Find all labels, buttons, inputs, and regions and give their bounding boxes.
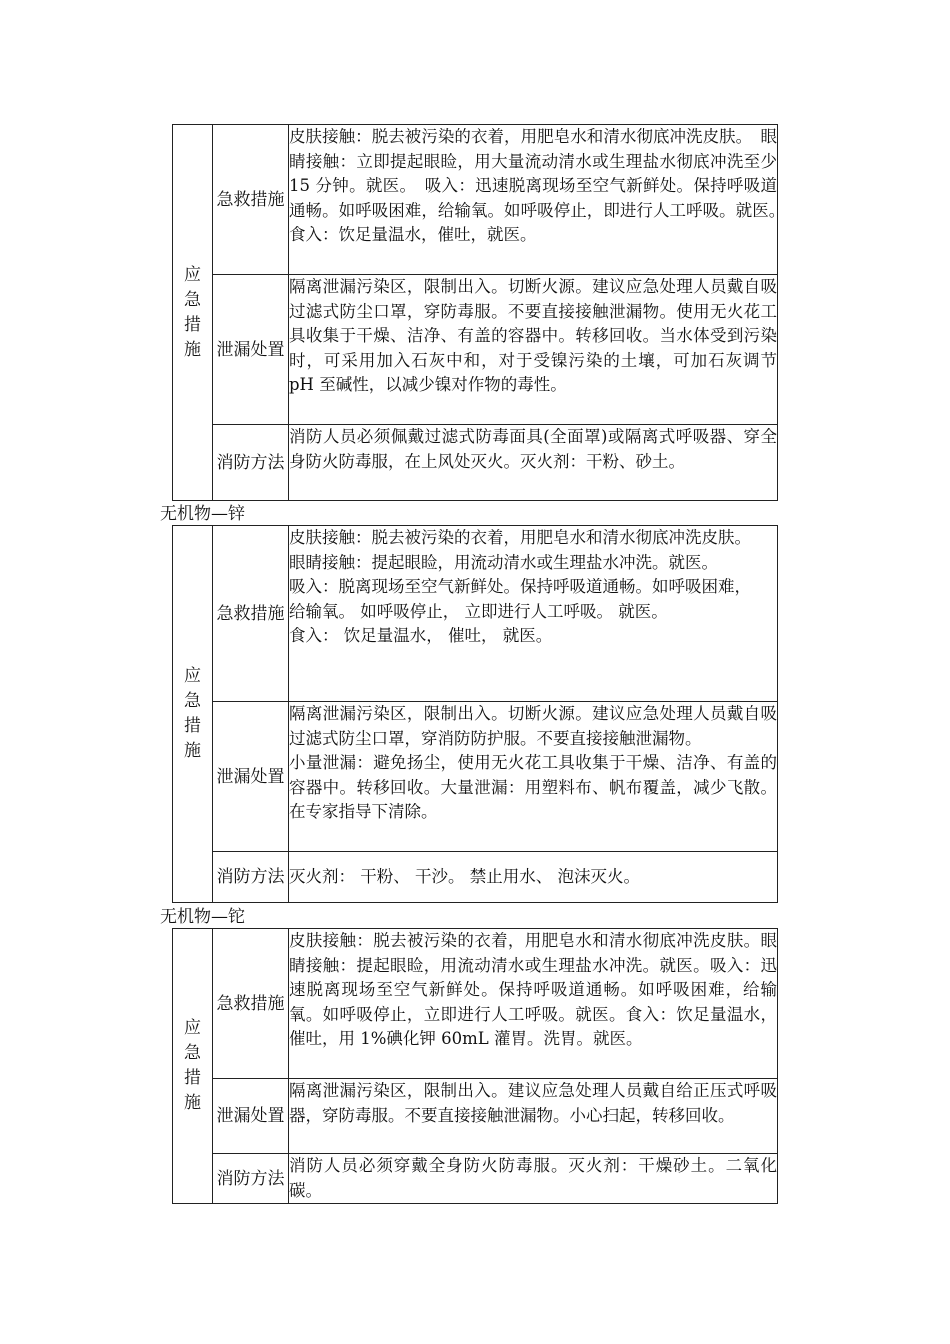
row-text-fire: 消防人员必须佩戴过滤式防毒面具(全面罩)或隔离式呼吸器、穿全身防火防毒服，在上风处灭火。灭火剂：干粉、砂土。 — [289, 425, 778, 501]
row-text-first-aid: 皮肤接触：脱去被污染的衣着，用肥皂水和清水彻底冲洗皮肤。 眼睛接触：提起眼睑，用流动清水或生理盐水冲洗。就医。 吸入：脱离现场至空气新鲜处。保持呼吸道通畅。如呼吸困难， 给输氧。 如呼吸停止， 立即进行人工呼吸。 就医。 食入： 饮足量温水， 催吐， 就医。 — [289, 526, 778, 702]
row-text-leak: 隔离泄漏污染区，限制出入。建议应急处理人员戴自给正压式呼吸器，穿防毒服。不要直接接触泄漏物。小心扫起，转移回收。 — [289, 1079, 778, 1154]
section-caption: 无机物—锌 — [160, 504, 245, 524]
row-text-first-aid: 皮肤接触：脱去被污染的衣着，用肥皂水和清水彻底冲洗皮肤。眼睛接触：提起眼睑，用流动清水或生理盐水冲洗。就医。吸入：迅速脱离现场至空气新鲜处。保持呼吸道通畅。如呼吸困难，给输氧。如呼吸停止，立即进行人工呼吸。就医。食入：饮足量温水，催吐，用 1%碘化钾 60mL 灌胃。洗胃。就医。 — [289, 929, 778, 1079]
table-row — [173, 125, 778, 275]
row-label-first-aid: 急救措施 — [213, 526, 289, 702]
emergency-table-1 — [172, 124, 794, 501]
table-row — [173, 702, 778, 852]
emergency-table-2 — [172, 525, 778, 903]
row-label-fire: 消防方法 — [213, 1154, 289, 1204]
row-label-leak: 泄漏处置 — [213, 275, 289, 425]
row-label-first-aid: 急救措施 — [213, 929, 289, 1079]
category-cell: 应急措施 — [173, 929, 213, 1204]
table-row — [173, 526, 778, 702]
row-text-fire: 消防人员必须穿戴全身防火防毒服。灭火剂：干燥砂土。二氧化碳。 — [289, 1154, 778, 1204]
row-label-first-aid: 急救措施 — [213, 125, 289, 275]
row-label-fire: 消防方法 — [213, 425, 289, 501]
section-caption: 无机物—铊 — [160, 907, 245, 927]
table-row — [173, 275, 778, 425]
table-row — [173, 929, 778, 1079]
table-row — [173, 425, 778, 501]
row-text-leak: 隔离泄漏污染区，限制出入。切断火源。建议应急处理人员戴自吸过滤式防尘口罩，穿防毒服。不要直接接触泄漏物。使用无火花工具收集于干燥、洁净、有盖的容器中。转移回收。当水体受到污染时，可采用加入石灰中和，对于受镍污染的土壤，可加石灰调节 pH 至碱性，以减少镍对作物的毒性。 — [289, 275, 778, 425]
row-text-leak: 隔离泄漏污染区，限制出入。切断火源。建议应急处理人员戴自吸过滤式防尘口罩，穿消防防护服。不要直接接触泄漏物。 小量泄漏：避免扬尘，使用无火花工具收集于干燥、洁净、有盖的容器中。转移回收。大量泄漏：用塑料布、帆布覆盖，减少飞散。在专家指导下清除。 — [289, 702, 778, 852]
row-label-fire: 消防方法 — [213, 852, 289, 903]
emergency-table-3 — [172, 928, 778, 1204]
table-row — [173, 852, 778, 903]
row-label-leak: 泄漏处置 — [213, 702, 289, 852]
table-row — [173, 1154, 778, 1204]
category-cell: 应急措施 — [173, 125, 213, 501]
row-text-first-aid: 皮肤接触：脱去被污染的衣着，用肥皂水和清水彻底冲洗皮肤。 眼睛接触：立即提起眼睑，用大量流动清水或生理盐水彻底冲洗至少 15 分钟。就医。 吸入：迅速脱离现场至空气新鲜处。保持呼吸道通畅。如呼吸困难，给输氧。如呼吸停止，即进行人工呼吸。就医。 食入：饮足量温水，催吐，就医。 — [289, 125, 778, 275]
category-cell: 应急措施 — [173, 526, 213, 903]
row-text-fire: 灭火剂： 干粉、 干沙。 禁止用水、 泡沫灭火。 — [289, 852, 778, 903]
row-label-leak: 泄漏处置 — [213, 1079, 289, 1154]
table-row — [173, 1079, 778, 1154]
